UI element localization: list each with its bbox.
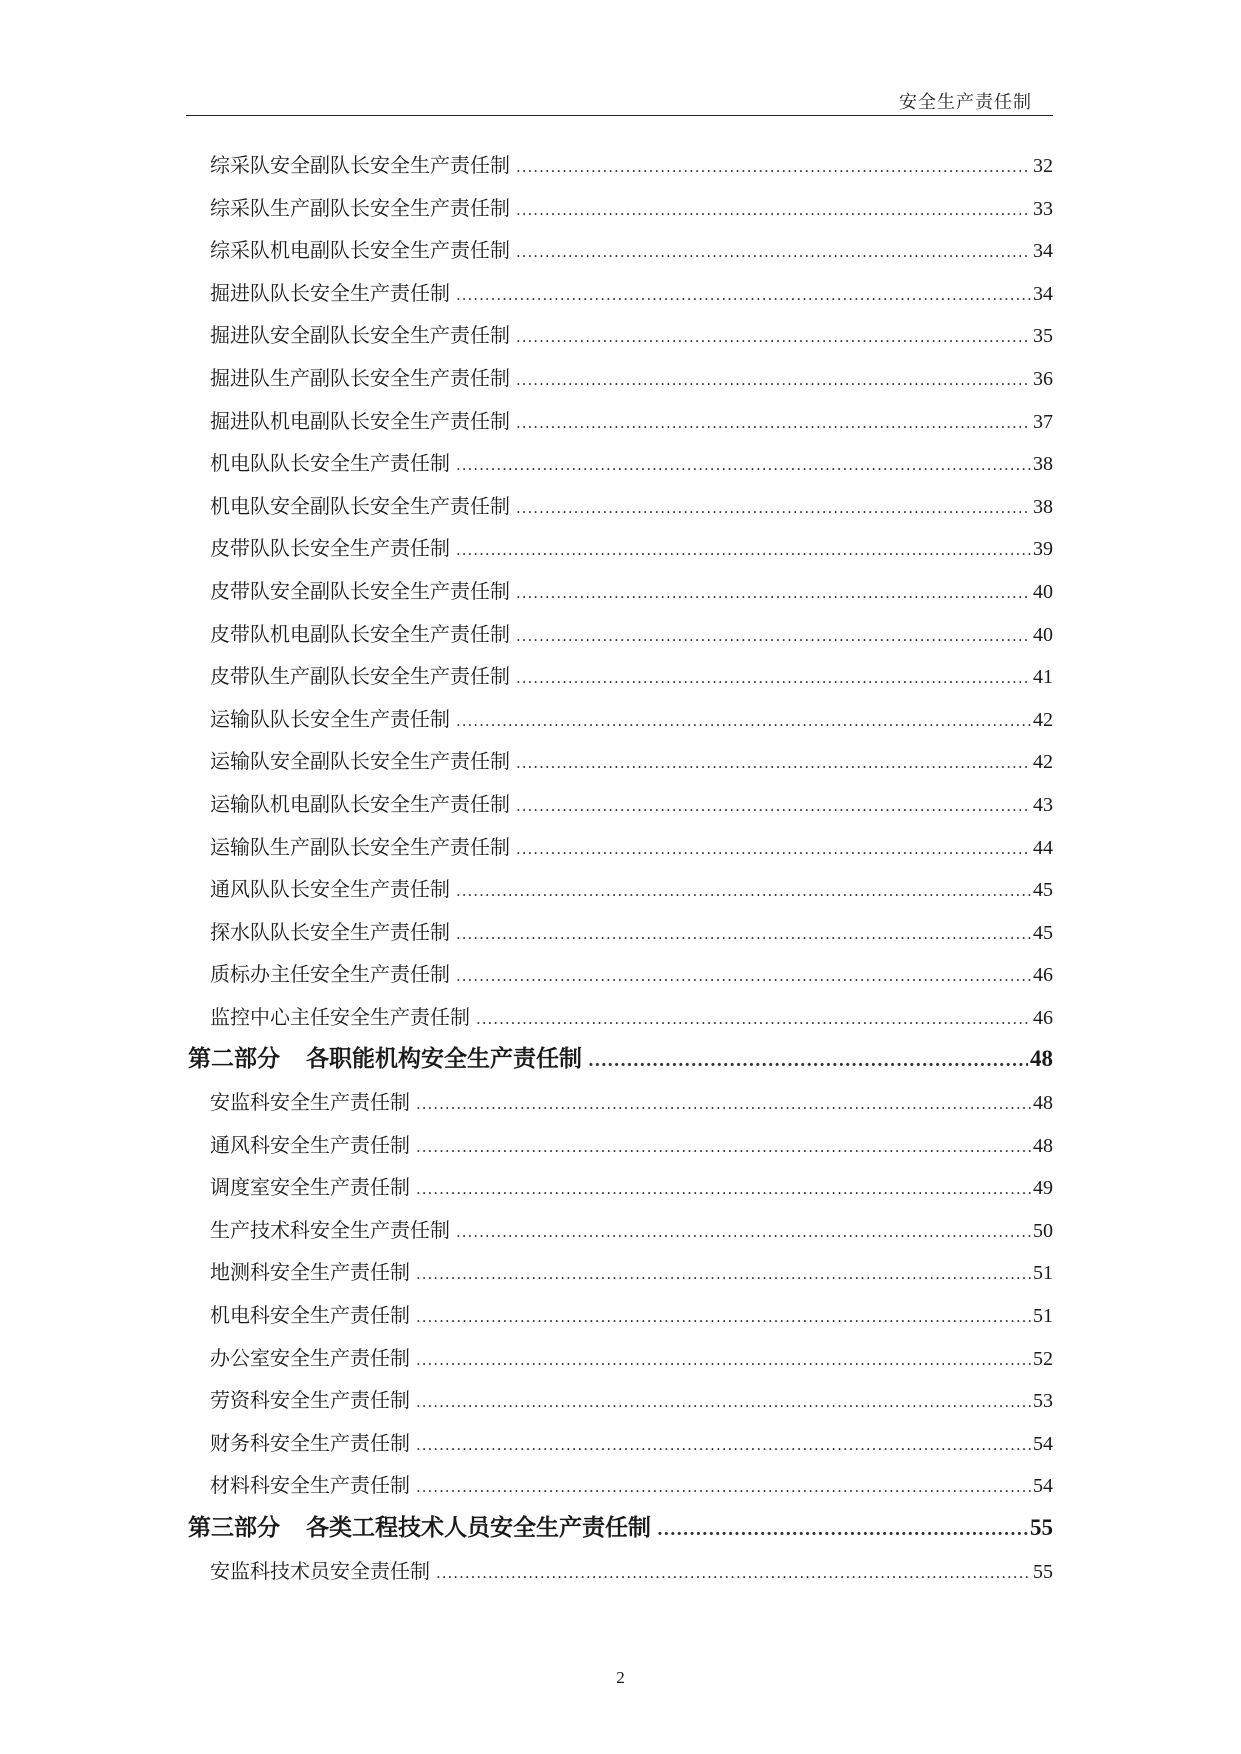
toc-dot-leader bbox=[516, 657, 1031, 700]
toc-entry-text: 运输队队长安全生产责任制 bbox=[210, 706, 450, 731]
toc-entry[interactable] bbox=[186, 144, 1053, 187]
toc-entry-page: 44 bbox=[1033, 836, 1053, 859]
toc-entry[interactable] bbox=[186, 570, 1053, 613]
toc-part-heading[interactable] bbox=[186, 1507, 1053, 1550]
table-of-contents bbox=[186, 144, 1053, 1592]
toc-dot-leader bbox=[516, 402, 1031, 445]
toc-dot-leader bbox=[516, 189, 1031, 232]
toc-entry[interactable] bbox=[186, 1379, 1053, 1422]
running-header-title: 安全生产责任制 bbox=[899, 92, 1032, 113]
toc-entry-title bbox=[210, 442, 456, 485]
toc-dot-leader bbox=[476, 998, 1031, 1041]
toc-entry[interactable] bbox=[186, 1251, 1053, 1294]
toc-entry-title bbox=[210, 527, 456, 570]
toc-entry-text: 财务科安全生产责任制 bbox=[210, 1430, 410, 1455]
toc-dot-leader bbox=[516, 572, 1031, 615]
toc-entry-text: 运输队安全副队长安全生产责任制 bbox=[210, 749, 510, 774]
toc-entry-title bbox=[210, 783, 516, 826]
toc-dot-leader bbox=[456, 913, 1031, 956]
toc-dot-leader bbox=[456, 444, 1031, 487]
toc-entry-title bbox=[210, 613, 516, 656]
toc-entry[interactable] bbox=[186, 229, 1053, 272]
toc-entry-page: 38 bbox=[1033, 453, 1053, 476]
toc-entry-page: 38 bbox=[1033, 495, 1053, 518]
toc-entry-text: 皮带队队长安全生产责任制 bbox=[210, 536, 450, 561]
toc-entry-text: 地测科安全生产责任制 bbox=[210, 1260, 410, 1285]
toc-entry[interactable] bbox=[186, 1464, 1053, 1507]
toc-entry-text: 掘进队安全副队长安全生产责任制 bbox=[210, 323, 510, 348]
toc-entry-title bbox=[210, 1379, 416, 1422]
toc-entry-title bbox=[188, 1038, 588, 1081]
toc-entry-text: 安监科技术员安全责任制 bbox=[210, 1558, 430, 1583]
toc-dot-leader bbox=[456, 955, 1031, 998]
toc-entry-text: 运输队生产副队长安全生产责任制 bbox=[210, 834, 510, 859]
toc-entry-page: 34 bbox=[1033, 240, 1053, 263]
toc-entry-text: 生产技术科安全生产责任制 bbox=[210, 1217, 450, 1242]
toc-entry-page: 36 bbox=[1033, 367, 1053, 390]
toc-dot-leader bbox=[416, 1126, 1031, 1169]
toc-entry-text: 材料科安全生产责任制 bbox=[210, 1473, 410, 1498]
toc-entry-page: 39 bbox=[1033, 538, 1053, 561]
toc-entry-page: 50 bbox=[1033, 1219, 1053, 1242]
header-rule bbox=[186, 115, 1053, 116]
toc-entry-page: 55 bbox=[1033, 1560, 1053, 1583]
toc-dot-leader bbox=[516, 146, 1031, 189]
toc-entry-title bbox=[210, 1550, 436, 1593]
toc-entry-text: 综采队生产副队长安全生产责任制 bbox=[210, 195, 510, 220]
toc-entry-title bbox=[210, 740, 516, 783]
toc-entry-text: 皮带队生产副队长安全生产责任制 bbox=[210, 664, 510, 689]
toc-entry[interactable] bbox=[186, 400, 1053, 443]
toc-entry-title bbox=[210, 1422, 416, 1465]
toc-entry-title bbox=[210, 1294, 416, 1337]
toc-entry-page: 53 bbox=[1033, 1390, 1053, 1413]
toc-dot-leader bbox=[456, 529, 1031, 572]
toc-entry-title bbox=[210, 144, 516, 187]
toc-entry-text: 机电队队长安全生产责任制 bbox=[210, 451, 450, 476]
toc-dot-leader bbox=[416, 1339, 1031, 1382]
toc-entry[interactable] bbox=[186, 272, 1053, 315]
toc-entry-text: 安监科安全生产责任制 bbox=[210, 1090, 410, 1115]
toc-entry-title bbox=[210, 1081, 416, 1124]
toc-entry-title bbox=[210, 400, 516, 443]
toc-entry-title bbox=[210, 187, 516, 230]
toc-entry-text: 机电科安全生产责任制 bbox=[210, 1303, 410, 1328]
toc-entry-text: 监控中心主任安全生产责任制 bbox=[210, 1004, 470, 1029]
toc-entry-text: 通风队队长安全生产责任制 bbox=[210, 877, 450, 902]
toc-part-label: 第二部分 bbox=[188, 1045, 280, 1073]
toc-entry-page: 55 bbox=[1030, 1515, 1053, 1540]
toc-entry[interactable] bbox=[186, 1166, 1053, 1209]
toc-entry-title bbox=[210, 698, 456, 741]
toc-dot-leader bbox=[456, 870, 1031, 913]
toc-entry-text: 运输队机电副队长安全生产责任制 bbox=[210, 791, 510, 816]
toc-entry-text: 掘进队生产副队长安全生产责任制 bbox=[210, 365, 510, 390]
toc-entry-page: 40 bbox=[1033, 623, 1053, 646]
toc-entry[interactable] bbox=[186, 868, 1053, 911]
toc-entry-page: 43 bbox=[1033, 793, 1053, 816]
toc-dot-leader bbox=[516, 828, 1031, 871]
toc-entry[interactable] bbox=[186, 613, 1053, 656]
toc-entry-page: 45 bbox=[1033, 879, 1053, 902]
toc-dot-leader bbox=[516, 785, 1031, 828]
toc-entry-page: 42 bbox=[1033, 751, 1053, 774]
toc-entry-page: 45 bbox=[1033, 921, 1053, 944]
toc-entry[interactable] bbox=[186, 826, 1053, 869]
toc-entry-page: 34 bbox=[1033, 282, 1053, 305]
toc-entry-page: 41 bbox=[1033, 666, 1053, 689]
toc-entry-page: 48 bbox=[1030, 1046, 1053, 1072]
toc-entry-text: 皮带队机电副队长安全生产责任制 bbox=[210, 621, 510, 646]
toc-dot-leader bbox=[416, 1083, 1031, 1126]
toc-entry-title bbox=[210, 655, 516, 698]
toc-entry-title bbox=[210, 485, 516, 528]
toc-entry-page: 37 bbox=[1033, 410, 1053, 433]
toc-entry-page: 51 bbox=[1033, 1262, 1053, 1285]
toc-entry[interactable] bbox=[186, 187, 1053, 230]
toc-entry-title bbox=[210, 1464, 416, 1507]
toc-entry[interactable] bbox=[186, 1209, 1053, 1252]
toc-entry[interactable] bbox=[186, 655, 1053, 698]
toc-entry[interactable] bbox=[186, 1422, 1053, 1465]
toc-entry-text: 各类工程技术人员安全生产责任制 bbox=[306, 1514, 651, 1541]
page-number: 2 bbox=[616, 1668, 625, 1687]
toc-dot-leader bbox=[416, 1253, 1031, 1296]
toc-dot-leader bbox=[416, 1296, 1031, 1339]
toc-entry-text: 皮带队安全副队长安全生产责任制 bbox=[210, 578, 510, 603]
toc-entry-page: 46 bbox=[1033, 964, 1053, 987]
toc-entry-text: 劳资科安全生产责任制 bbox=[210, 1388, 410, 1413]
toc-dot-leader bbox=[516, 487, 1031, 530]
toc-entry-text: 质标办主任安全生产责任制 bbox=[210, 962, 450, 987]
toc-entry-page: 42 bbox=[1033, 708, 1053, 731]
toc-entry-title bbox=[210, 1337, 416, 1380]
toc-dot-leader bbox=[516, 316, 1031, 359]
toc-entry[interactable] bbox=[186, 1550, 1053, 1593]
toc-dot-leader bbox=[416, 1466, 1031, 1509]
toc-entry-title bbox=[210, 570, 516, 613]
toc-entry-page: 33 bbox=[1033, 197, 1053, 220]
toc-dot-leader bbox=[416, 1424, 1031, 1467]
toc-dot-leader bbox=[516, 231, 1031, 274]
toc-entry-title bbox=[210, 953, 456, 996]
toc-entry-page: 49 bbox=[1033, 1177, 1053, 1200]
toc-dot-leader bbox=[516, 615, 1031, 658]
toc-entry[interactable] bbox=[186, 442, 1053, 485]
toc-entry[interactable] bbox=[186, 357, 1053, 400]
toc-dot-leader bbox=[516, 359, 1031, 402]
toc-part-heading[interactable] bbox=[186, 1038, 1053, 1081]
toc-entry-text: 调度室安全生产责任制 bbox=[210, 1175, 410, 1200]
toc-entry-text: 各职能机构安全生产责任制 bbox=[306, 1045, 582, 1073]
toc-entry-title bbox=[210, 1166, 416, 1209]
toc-dot-leader bbox=[436, 1552, 1031, 1595]
toc-entry-page: 54 bbox=[1033, 1475, 1053, 1498]
toc-entry[interactable] bbox=[186, 996, 1053, 1039]
toc-entry[interactable] bbox=[186, 783, 1053, 826]
toc-dot-leader bbox=[588, 1040, 1028, 1083]
toc-entry-title bbox=[210, 357, 516, 400]
toc-entry[interactable] bbox=[186, 1124, 1053, 1167]
toc-entry[interactable] bbox=[186, 953, 1053, 996]
toc-entry-text: 综采队机电副队长安全生产责任制 bbox=[210, 238, 510, 263]
toc-entry-title bbox=[210, 826, 516, 869]
toc-entry-page: 54 bbox=[1033, 1432, 1053, 1455]
toc-dot-leader bbox=[516, 742, 1031, 785]
toc-entry-page: 48 bbox=[1033, 1134, 1053, 1157]
toc-entry[interactable] bbox=[186, 1294, 1053, 1337]
toc-entry[interactable] bbox=[186, 527, 1053, 570]
toc-entry[interactable] bbox=[186, 314, 1053, 357]
toc-entry[interactable] bbox=[186, 485, 1053, 528]
toc-dot-leader bbox=[456, 700, 1031, 743]
toc-entry-text: 掘进队机电副队长安全生产责任制 bbox=[210, 408, 510, 433]
toc-entry[interactable] bbox=[186, 1337, 1053, 1380]
toc-dot-leader bbox=[456, 1211, 1031, 1254]
toc-entry-page: 51 bbox=[1033, 1305, 1053, 1328]
toc-entry-title bbox=[210, 272, 456, 315]
toc-entry[interactable] bbox=[186, 911, 1053, 954]
toc-dot-leader bbox=[416, 1381, 1031, 1424]
toc-part-label: 第三部分 bbox=[188, 1514, 280, 1541]
toc-entry-page: 35 bbox=[1033, 325, 1053, 348]
toc-entry[interactable] bbox=[186, 740, 1053, 783]
toc-entry-title bbox=[210, 314, 516, 357]
toc-entry-page: 40 bbox=[1033, 580, 1053, 603]
toc-entry-title bbox=[210, 1124, 416, 1167]
toc-dot-leader bbox=[416, 1168, 1031, 1211]
toc-entry-title bbox=[210, 1251, 416, 1294]
toc-entry-title bbox=[210, 229, 516, 272]
toc-entry-title bbox=[210, 911, 456, 954]
toc-entry-text: 机电队安全副队长安全生产责任制 bbox=[210, 493, 510, 518]
toc-entry-title bbox=[210, 996, 476, 1039]
toc-entry-text: 探水队队长安全生产责任制 bbox=[210, 919, 450, 944]
toc-entry-page: 48 bbox=[1033, 1092, 1053, 1115]
toc-entry[interactable] bbox=[186, 1081, 1053, 1124]
toc-entry-text: 综采队安全副队长安全生产责任制 bbox=[210, 153, 510, 177]
toc-entry-text: 通风科安全生产责任制 bbox=[210, 1132, 410, 1157]
toc-entry-text: 掘进队队长安全生产责任制 bbox=[210, 280, 450, 305]
toc-entry-page: 46 bbox=[1033, 1006, 1053, 1029]
toc-entry-page: 32 bbox=[1033, 155, 1053, 177]
toc-dot-leader bbox=[456, 274, 1031, 317]
toc-entry-page: 52 bbox=[1033, 1347, 1053, 1370]
toc-entry-text: 办公室安全生产责任制 bbox=[210, 1345, 410, 1370]
toc-entry-title bbox=[210, 868, 456, 911]
toc-entry-title bbox=[210, 1209, 456, 1252]
toc-dot-leader bbox=[657, 1509, 1028, 1552]
toc-entry-title bbox=[188, 1507, 657, 1550]
toc-entry[interactable] bbox=[186, 698, 1053, 741]
